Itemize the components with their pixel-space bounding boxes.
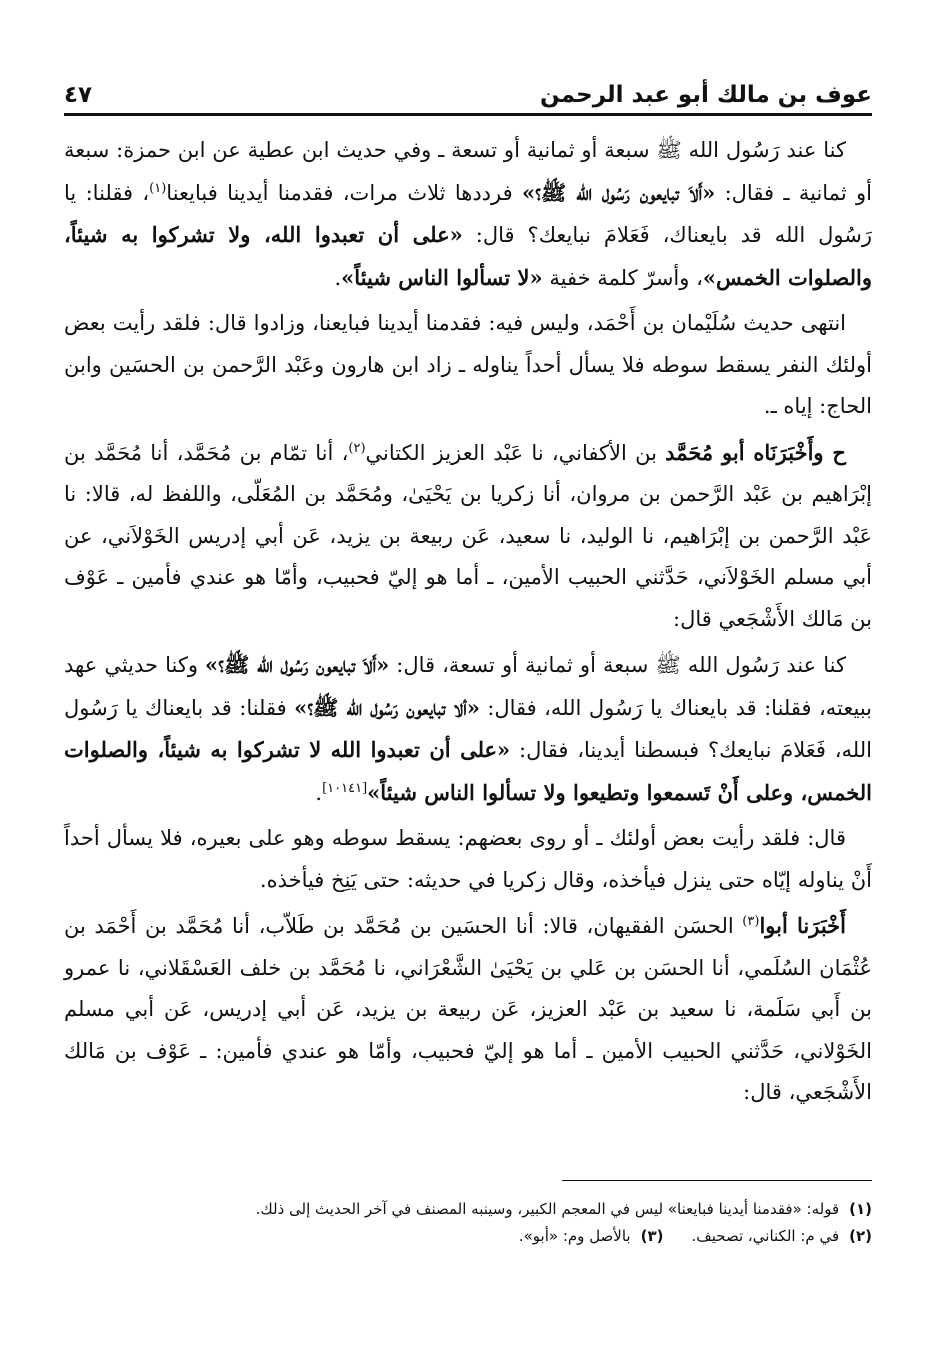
footnotes: [64, 1196, 872, 1250]
bold-text: أَخْبَرَنا أبوا: [759, 913, 847, 938]
page-number: ٤٧: [64, 82, 93, 108]
text-run: كنا عند رَسُول الله ﷺ سبعة أو ثمانية أو تسعة ـ وفي حديث ابن عطية عن ابن حمزة: سبعة أو ثمانية ـ فقال:: [64, 138, 872, 205]
footnote-3: [519, 1223, 664, 1250]
text-run: ، وأسرّ كلمة خفية: [542, 265, 703, 290]
bold-text: «ألا تبايعون رَسُول الله ﷺ؟»: [294, 694, 480, 720]
text-run: ، أنا تمّام بن مُحَمَّد، أنا مُحَمَّد بن إبْرَاهيم بن عَبْد الرَّحمن بن مروان، أنا زكريا بن يَحْيَىٰ، ومُحَمَّد بن المُعَلّى، واللفظ له، قالا: نا عَبْد الرَّحمن بن إبْرَاهيم، نا الوليد، نا سعيد، عَن ربيعة بن يزيد، عَن أبي إدريس الخَوْلاَني، عن أبي مسلم الخَوْلاَني، حَدَّثني الحبيب الأمين، ـ أما هو إليّ فحبيب، وأمّا هو عندي فأمين ـ عَوْف بن مَالك الأَشْجَعي قال:: [64, 440, 872, 631]
footnote-ref: (٢): [348, 440, 366, 456]
running-title: عوف بن مالك أبو عبد الرحمن: [540, 82, 872, 108]
text-run: كنا عند رَسُول الله ﷺ سبعة أو ثمانية أو تسعة، قال:: [389, 653, 846, 677]
footnote-rule: [562, 1180, 872, 1181]
paragraph: [64, 130, 872, 299]
paragraph: [64, 905, 872, 1114]
footnote-2: [691, 1223, 872, 1250]
bold-text: «لا تسألوا الناس شيئاً»: [341, 264, 543, 290]
text-run: وكنا حديثي عهد ببيعته، فقلنا: قد بايعناك يا رَسُول الله، فقال:: [64, 653, 872, 720]
footnote-text: قوله: «فقدمنا أيدينا فبايعنا» ليس في المعجم الكبير، وسينبه المصنف في آخر الحديث إلى ذلك.: [255, 1200, 840, 1218]
text-run: قال: فلقد رأيت بعض أولئك ـ أو روى بعضهم: يسقط سوطه وهو على بعيره، فلا يسأل أحداً أَنْ يناوله إيّاه حتى ينزل فيأخذه، وقال زكريا في حديثه: حتى يَنِخ فيأخذه.: [64, 826, 872, 892]
main-text: [64, 130, 872, 1118]
footnote-row: [64, 1196, 872, 1223]
bold-text: «على أن تعبدوا الله، ولا تشركوا به شيئاً، والصلوات الخمس»: [64, 222, 872, 290]
text-run: .: [334, 265, 342, 290]
footnote-number: (١): [849, 1200, 872, 1218]
footnote-number: (٢): [849, 1227, 872, 1245]
footnote-ref: (١): [149, 180, 167, 196]
paragraph: [64, 644, 872, 814]
bold-text: «أَلاَ تبايعون رَسُول الله ﷺ؟»: [522, 179, 716, 205]
footnote-text: في م: الكناني، تصحيف.: [691, 1227, 840, 1245]
text-run: فقلنا: قد بايعناك يا رَسُول الله، فَعَلامَ نبايعك؟ فبسطنا أيدينا، فقال:: [64, 695, 872, 762]
page-header: [64, 70, 872, 110]
footnote-row: [64, 1223, 872, 1250]
text-run: الحسَن الفقيهان، قالا: أنا الحسَين بن مُحَمَّد بن طَلاّب، أنا مُحَمَّد بن أَحْمَد بن عُثْمَان السُلَمي، أنا الحسَن بن عَلي بن يَحْيَىٰ الشَّعْرَاني، نا مُحَمَّد بن خلف العَسْقَلاني، نا عمرو بن أَبي سَلَمة، نا سعيد بن عَبْد العزيز، عَن ربيعة بن يزيد، عَن أبي إدريس، عَن أبي مسلم الخَوْلاني، حَدَّثني الحبيب الأمين ـ أما هو إليّ فحبيب، وأمّا هو عندي فأمين: ـ عَوْف بن مَالك الأَشْجَعي، قال:: [64, 914, 872, 1104]
bold-text: «أَلاَ تبايعون رَسُول الله ﷺ؟»: [205, 652, 390, 677]
paragraph: [64, 303, 872, 428]
header-rule: [64, 113, 872, 116]
footnote-number: (٣): [640, 1227, 664, 1245]
text-run: انتهى حديث سُلَيْمان بن أَحْمَد، وليس فيه: فقدمنا أيدينا فبايعنا، وزادوا قال: فلقد رأيت بعض أولئك النفر يسقط سوطه فلا يسأل أحداً يناوله ـ زاد ابن هارون وعَبْد الرَّحمن بن الحسَين وابن الحاج: إياه ـ.: [64, 311, 872, 418]
text-run: ، فقلنا: يا رَسُول الله قد بايعناك، فَعَلامَ نبايعك؟ قال:: [64, 180, 872, 247]
text-run: .: [315, 780, 323, 805]
paragraph: [64, 432, 872, 641]
bold-text: «على أن تعبدوا الله لا تشركوا به شيئاً، والصلوات الخمس، وعلى أَنْ تَسمعوا وتطيعوا ولا تسألوا الناس شيئاً»: [64, 737, 872, 805]
paragraph: [64, 818, 872, 901]
bold-text: ح وأَخْبَرَنَاه أبو مُحَمَّد: [665, 439, 846, 465]
text-run: فرددها ثلاث مرات، فقدمنا أيدينا فبايعنا: [166, 180, 522, 205]
footnote-1: [256, 1196, 872, 1223]
footnote-text: بالأصل وم: «أبو».: [518, 1227, 631, 1245]
footnote-ref: [١٠١٤١]: [322, 780, 368, 796]
footnote-ref: (٣): [742, 914, 760, 929]
text-run: بن الأكفاني، نا عَبْد العزيز الكتاني: [365, 440, 666, 465]
